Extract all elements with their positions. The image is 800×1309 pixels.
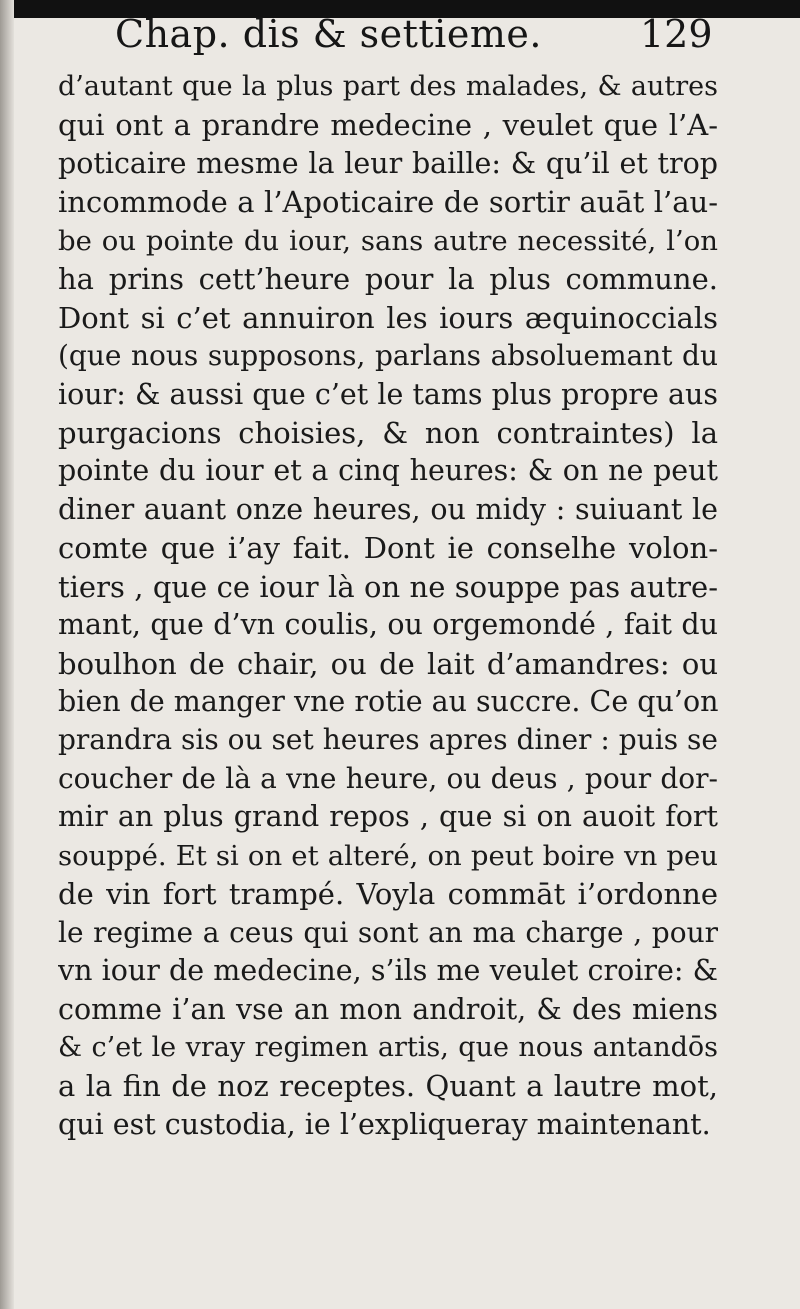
- text-line: Dont si c’et annuiron les iours æquinoccials: [58, 300, 718, 335]
- text-line: boulhon de chair, ou de lait d’amandres: ou: [58, 646, 718, 681]
- chapter-title: Chap. dis & settieme.: [115, 12, 542, 56]
- text-line: d’autant que la plus part des malades, & autres: [58, 71, 718, 102]
- text-line: de vin fort trampé. Voyla commāt i’ordonne: [58, 877, 718, 912]
- text-line: be ou pointe du iour, sans autre necessité, l’on: [58, 224, 718, 257]
- text-line: comme i’an vse an mon androit, & des miens: [58, 992, 718, 1026]
- running-head: [0, 12, 800, 64]
- page-gutter-shadow: [0, 0, 14, 1309]
- text-line: a la fin de noz receptes. Quant a lautre mot,: [58, 1069, 718, 1104]
- text-line: (que nous supposons, parlans absoluemant du: [58, 339, 718, 373]
- text-line: coucher de là a vne heure, ou deus , pour dor-: [58, 761, 718, 795]
- body-text: [58, 68, 718, 1144]
- text-line: mir an plus grand repos , que si on auoit fort: [58, 800, 718, 834]
- text-line: comte que i’ay fait. Dont ie conselhe volon-: [58, 531, 718, 566]
- text-line: iour: & aussi que c’et le tams plus propre aus: [58, 377, 718, 411]
- text-line: incommode a l’Apoticaire de sortir auāt l’au-: [58, 185, 718, 220]
- text-line: prandra sis ou set heures apres diner : puis se: [58, 723, 718, 757]
- text-line: purgacions choisies, & non contraintes) la: [58, 415, 718, 450]
- text-line: & c’et le vray regimen artis, que nous antandōs: [58, 1031, 718, 1063]
- text-line: diner auant onze heures, ou midy : suiuant le: [58, 492, 718, 526]
- text-line: ha prins cett’heure pour la plus commune.: [58, 262, 718, 297]
- text-line: le regime a ceus qui sont an ma charge , pour: [58, 915, 718, 949]
- page-number: 129: [640, 12, 713, 56]
- text-line: mant, que d’vn coulis, ou orgemondé , fait du: [58, 608, 718, 642]
- text-line: qui est custodia, ie l’expliqueray maintenant.: [58, 1107, 711, 1141]
- text-line: souppé. Et si on et alteré, on peut boire vn peu: [58, 839, 718, 872]
- text-line: qui ont a prandre medecine , veulet que l’A-: [58, 108, 718, 143]
- text-line: vn iour de medecine, s’ils me veulet croire: &: [58, 954, 718, 988]
- text-line: poticaire mesme la leur baille: & qu’il et trop: [58, 146, 718, 180]
- text-line: tiers , que ce iour là on ne souppe pas autre-: [58, 569, 718, 604]
- text-line: pointe du iour et a cinq heures: & on ne peut: [58, 454, 718, 488]
- text-line: bien de manger vne rotie au succre. Ce qu’on: [58, 685, 718, 718]
